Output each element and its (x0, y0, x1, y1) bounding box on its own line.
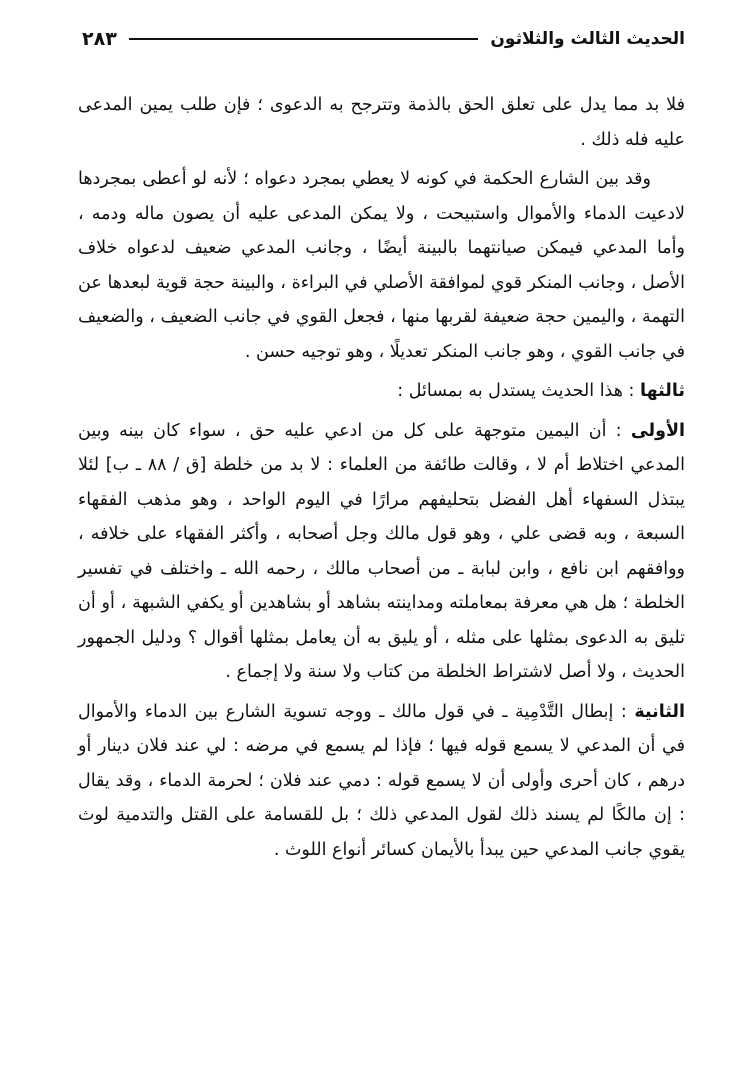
paragraph-1 (78, 88, 685, 157)
paragraph-text: وقد بين الشارع الحكمة في كونه لا يعطي بمجرد دعواه ؛ لأنه لو أعطى بمجردها لادعيت الدماء والأموال واستبيحت ، ولا يمكن المدعى عليه أن يصون ماله ودمه ، وأما المدعي فيمكن صيانتهما بالبينة أيضًا ، وجانب المدعي ضعيف لدعواه خلاف الأصل ، وجانب المنكر قوي لموافقة الأصلي في البراءة ، والبينة حجة قوية لبعدها عن التهمة ، واليمين حجة ضعيفة لقربها منها ، فجعل القوي في جانب الضعيف ، والضعيف في جانب القوي ، وهو جانب المنكر تعديلًا ، وهو توجيه حسن . (78, 169, 685, 362)
paragraph-5 (78, 695, 685, 868)
chapter-title: الحديث الثالث والثلاثون (490, 29, 685, 49)
paragraph-2 (78, 162, 685, 369)
paragraph-3 (78, 374, 685, 409)
paragraph-text: فلا بد مما يدل على تعلق الحق بالذمة وتترجح به الدعوى ؛ فإن طلب يمين المدعى عليه فله ذلك . (78, 95, 685, 150)
paragraph-text: : إبطال التَّدْمِية ـ في قول مالك ـ ووجه تسوية الشارع بين الدماء والأموال في أن المدعي لا يسمع قوله فيها ؛ فإذا لم يسمع في مرضه : لي عند فلان دينار أو درهم ، كان أحرى وأولى أن لا يسمع قوله : دمي عند فلان ؛ لحرمة الدماء ، وقد يقال : إن مالكًا لم يسند ذلك لقول المدعي ذلك ؛ بل للقسامة على القتل والتدمية لوث يقوي جانب المدعي حين يبدأ بالأيمان كسائر أنواع اللوث . (78, 701, 685, 860)
paragraph-text: : أن اليمين متوجهة على كل من ادعي عليه حق ، سواء كان بينه وبين المدعي اختلاط أم لا ، وقالت طائفة من العلماء : لا بد من خلطة [ق / ٨٨ ـ ب] لئلا يبتذل السفهاء أهل الفضل بتحليفهم مرارًا في اليوم الواحد ، وهو مذهب الفقهاء السبعة ، وبه قضى علي ، وهو قول مالك وجل أصحابه ، وأكثر الفقهاء على خلافه ، ووافقهم ابن نافع ، وابن لبابة ـ من أصحاب مالك ، رحمه الله ـ واختلف في تفسير الخلطة ؛ هل هي معرفة بمعاملته ومداينته بشاهد أو بشاهدين أو يكفي الشبهة ، أو أن تليق به الدعوى بمثلها على مثله ، أو يليق به أن يعامل بمثلها أقوال ؟ ودليل الجمهور الحديث ، ولا أصل لاشتراط الخلطة من كتاب ولا سنة ولا إجماع . (78, 420, 685, 682)
header-rule (129, 38, 479, 40)
paragraph-text: : هذا الحديث يستدل به بمسائل : (397, 381, 635, 401)
paragraph-lead: الأولى (630, 420, 685, 441)
page-number: ٢٨٣ (82, 28, 117, 50)
paragraph-lead: الثانية (634, 701, 685, 722)
paragraph-lead: ثالثها (640, 381, 685, 401)
page-body (78, 88, 685, 867)
running-header (82, 22, 685, 56)
paragraph-4 (78, 414, 685, 690)
